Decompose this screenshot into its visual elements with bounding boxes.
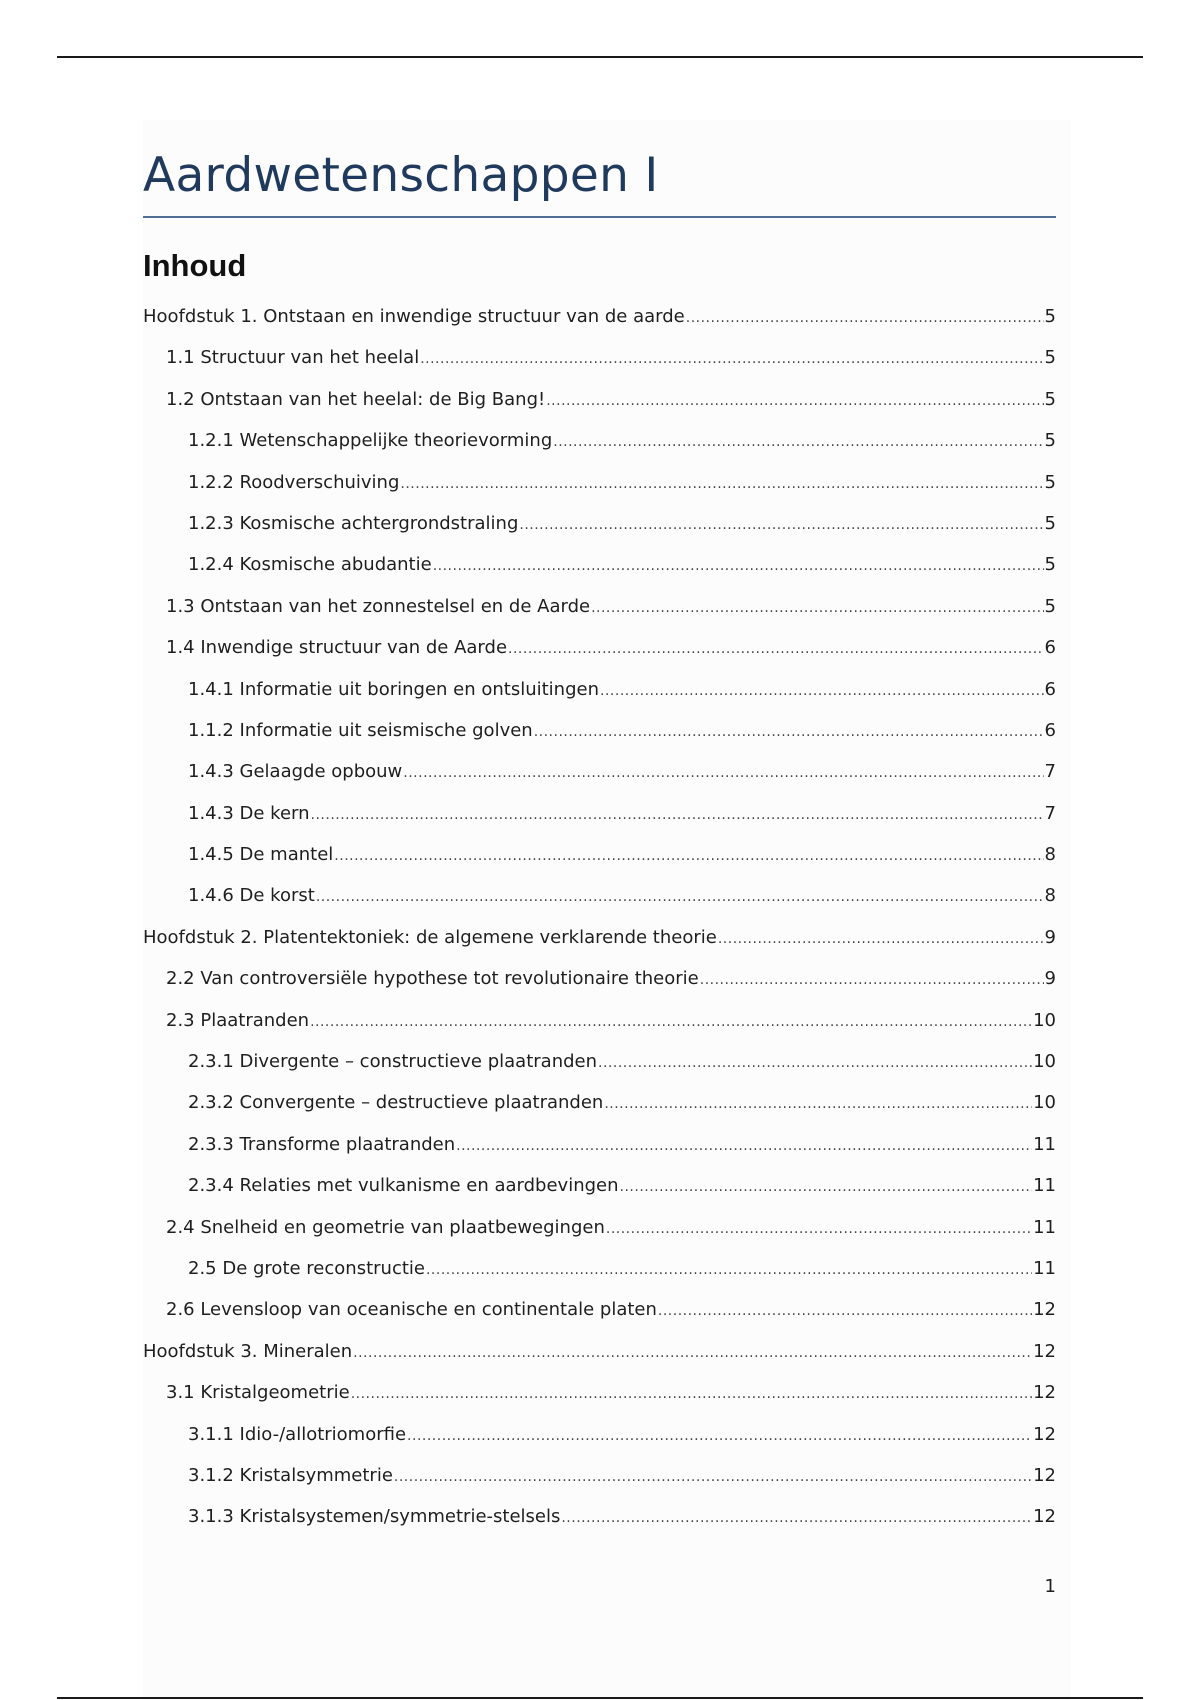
toc-page-number: 5: [1044, 430, 1056, 452]
toc-entry[interactable]: [143, 958, 1056, 999]
toc-entry-text: 1.1 Structuur van het heelal: [166, 347, 420, 369]
toc-entry[interactable]: [143, 1000, 1056, 1041]
toc-dot-leader: [604, 1084, 1032, 1125]
toc-page-number: 11: [1033, 1133, 1056, 1155]
toc-page-number: 10: [1033, 1051, 1056, 1073]
toc-page-number: 11: [1033, 1216, 1056, 1238]
toc-entry[interactable]: [143, 834, 1056, 875]
toc-dot-leader: [658, 1291, 1032, 1332]
toc-dot-leader: [403, 753, 1043, 794]
page-top-border: [57, 56, 1143, 58]
toc-entry[interactable]: [143, 462, 1056, 503]
toc-entry-text: 3.1.1 Idio-/allotriomorfie: [188, 1423, 407, 1445]
toc-entry[interactable]: [143, 1082, 1056, 1123]
toc-page-number: 10: [1033, 1009, 1056, 1031]
toc-dot-leader: [718, 919, 1044, 960]
toc-page-number: 10: [1033, 1092, 1056, 1114]
toc-page-number: 8: [1044, 885, 1056, 907]
toc-entry[interactable]: [143, 793, 1056, 834]
toc-entry[interactable]: [143, 1414, 1056, 1455]
toc-entry-text: 2.3.2 Convergente – destructieve plaatranden: [188, 1092, 604, 1114]
toc-entry-text: 1.4.6 De korst: [188, 885, 315, 907]
toc-page-number: 5: [1044, 347, 1056, 369]
toc-page-number: 11: [1033, 1257, 1056, 1279]
toc-dot-leader: [606, 1209, 1032, 1250]
toc-page-number: 7: [1044, 761, 1056, 783]
toc-entry-text: 2.3.3 Transforme plaatranden: [188, 1133, 456, 1155]
toc-page-number: 8: [1044, 844, 1056, 866]
toc-entry-text: 1.1.2 Informatie uit seismische golven: [188, 719, 533, 741]
toc-page-number: 9: [1044, 968, 1056, 990]
toc-dot-leader: [686, 298, 1044, 339]
toc-entry-text: 3.1.2 Kristalsymmetrie: [188, 1464, 393, 1486]
toc-page-number: 7: [1044, 802, 1056, 824]
toc-dot-leader: [456, 1126, 1032, 1167]
toc-entry-text: 2.3 Plaatranden: [166, 1009, 310, 1031]
toc-dot-leader: [519, 505, 1043, 546]
toc-page-number: 5: [1044, 595, 1056, 617]
toc-entry[interactable]: [143, 1165, 1056, 1206]
toc-page-number: 12: [1033, 1464, 1056, 1486]
toc-dot-leader: [546, 381, 1043, 422]
toc-entry[interactable]: [143, 1496, 1056, 1537]
toc-dot-leader: [620, 1167, 1033, 1208]
toc-entry-text: 2.3.1 Divergente – constructieve plaatranden: [188, 1051, 598, 1073]
toc-page-number: 6: [1044, 678, 1056, 700]
toc-entry-text: 1.4.3 De kern: [188, 802, 310, 824]
document-title: Aardwetenschappen I: [143, 148, 659, 203]
toc-entry[interactable]: [143, 1041, 1056, 1082]
toc-page-number: 12: [1033, 1299, 1056, 1321]
toc-entry[interactable]: [143, 420, 1056, 461]
toc-entry[interactable]: [143, 1372, 1056, 1413]
toc-dot-leader: [591, 588, 1043, 629]
page-bottom-border: [57, 1697, 1143, 1699]
toc-entry-text: 2.2 Van controversiële hypothese tot revolutionaire theorie: [166, 968, 699, 990]
toc-entry-text: 1.3 Ontstaan van het zonnestelsel en de Aarde: [166, 595, 591, 617]
toc-dot-leader: [561, 1498, 1032, 1539]
toc-entry[interactable]: [143, 669, 1056, 710]
toc-dot-leader: [600, 671, 1044, 712]
toc-entry[interactable]: [143, 586, 1056, 627]
toc-dot-leader: [407, 1416, 1032, 1457]
toc-page-number: 11: [1033, 1175, 1056, 1197]
toc-page-number: 12: [1033, 1423, 1056, 1445]
toc-page-number: 9: [1044, 926, 1056, 948]
page-number: 1: [1044, 1576, 1056, 1597]
toc-entry-text: Hoofdstuk 3. Mineralen: [143, 1340, 353, 1362]
toc-entry[interactable]: [143, 627, 1056, 668]
toc-entry-text: 2.5 De grote reconstructie: [188, 1257, 425, 1279]
toc-entry-text: 3.1.3 Kristalsystemen/symmetrie-stelsels: [188, 1506, 561, 1528]
toc-dot-leader: [351, 1374, 1032, 1415]
toc-entry-text: 1.4.1 Informatie uit boringen en ontsluitingen: [188, 678, 600, 700]
toc-entry-text: 1.4 Inwendige structuur van de Aarde: [166, 637, 508, 659]
toc-entry-text: 3.1 Kristalgeometrie: [166, 1382, 350, 1404]
toc-dot-leader: [353, 1333, 1032, 1374]
toc-page-number: 5: [1044, 512, 1056, 534]
toc-page-number: 5: [1044, 306, 1056, 327]
toc-entry[interactable]: [143, 1248, 1056, 1289]
toc-entry-text: 1.2.2 Roodverschuiving: [188, 471, 400, 493]
toc-entry-text: Hoofdstuk 1. Ontstaan en inwendige structuur van de aarde: [143, 306, 685, 327]
toc-entry-text: 2.3.4 Relaties met vulkanisme en aardbevingen: [188, 1175, 619, 1197]
toc-page-number: 12: [1033, 1340, 1056, 1362]
toc-entry[interactable]: [143, 379, 1056, 420]
toc-entry[interactable]: [143, 503, 1056, 544]
toc-dot-leader: [334, 836, 1043, 877]
toc-dot-leader: [598, 1043, 1032, 1084]
toc-entry-text: 1.4.5 De mantel: [188, 844, 334, 866]
toc-dot-leader: [553, 422, 1043, 463]
toc-dot-leader: [394, 1457, 1032, 1498]
toc-entry[interactable]: [143, 875, 1056, 916]
toc-entry[interactable]: [143, 337, 1056, 378]
toc-dot-leader: [310, 1002, 1032, 1043]
toc-entry-text: Hoofdstuk 2. Platentektoniek: de algemene verklarende theorie: [143, 926, 717, 948]
toc-dot-leader: [700, 960, 1044, 1001]
toc-entry[interactable]: [143, 1289, 1056, 1330]
toc-dot-leader: [316, 877, 1044, 918]
toc-entry[interactable]: [143, 296, 1056, 337]
toc-page-number: 12: [1033, 1382, 1056, 1404]
toc-page-number: 5: [1044, 554, 1056, 576]
toc-page-number: 5: [1044, 471, 1056, 493]
toc-dot-leader: [534, 712, 1044, 753]
toc-heading: Inhoud: [143, 248, 247, 283]
toc-entry[interactable]: [143, 1207, 1056, 1248]
toc-entry[interactable]: [143, 1455, 1056, 1496]
toc-page-number: 5: [1044, 388, 1056, 410]
toc-dot-leader: [400, 464, 1043, 505]
toc-page-number: 6: [1044, 719, 1056, 741]
toc-entry-text: 1.2.1 Wetenschappelijke theorievorming: [188, 430, 553, 452]
toc-dot-leader: [433, 546, 1044, 587]
toc-entry-text: 1.4.3 Gelaagde opbouw: [188, 761, 403, 783]
toc-entry[interactable]: [143, 710, 1056, 751]
toc-dot-leader: [311, 795, 1044, 836]
table-of-contents: [143, 296, 1056, 1538]
toc-page-number: 12: [1033, 1506, 1056, 1528]
toc-entry-text: 1.2.4 Kosmische abudantie: [188, 554, 432, 576]
toc-entry[interactable]: [143, 751, 1056, 792]
toc-dot-leader: [420, 339, 1043, 380]
toc-dot-leader: [508, 629, 1044, 670]
toc-entry[interactable]: [143, 544, 1056, 585]
toc-dot-leader: [426, 1250, 1032, 1291]
toc-page-number: 6: [1044, 637, 1056, 659]
toc-entry[interactable]: [143, 1331, 1056, 1372]
toc-entry-text: 1.2 Ontstaan van het heelal: de Big Bang!: [166, 388, 546, 410]
title-underline-divider: [143, 216, 1056, 218]
toc-entry-text: 1.2.3 Kosmische achtergrondstraling: [188, 512, 519, 534]
toc-entry[interactable]: [143, 917, 1056, 958]
toc-entry-text: 2.6 Levensloop van oceanische en continentale platen: [166, 1299, 657, 1321]
toc-entry[interactable]: [143, 1124, 1056, 1165]
toc-entry-text: 2.4 Snelheid en geometrie van plaatbewegingen: [166, 1216, 605, 1238]
